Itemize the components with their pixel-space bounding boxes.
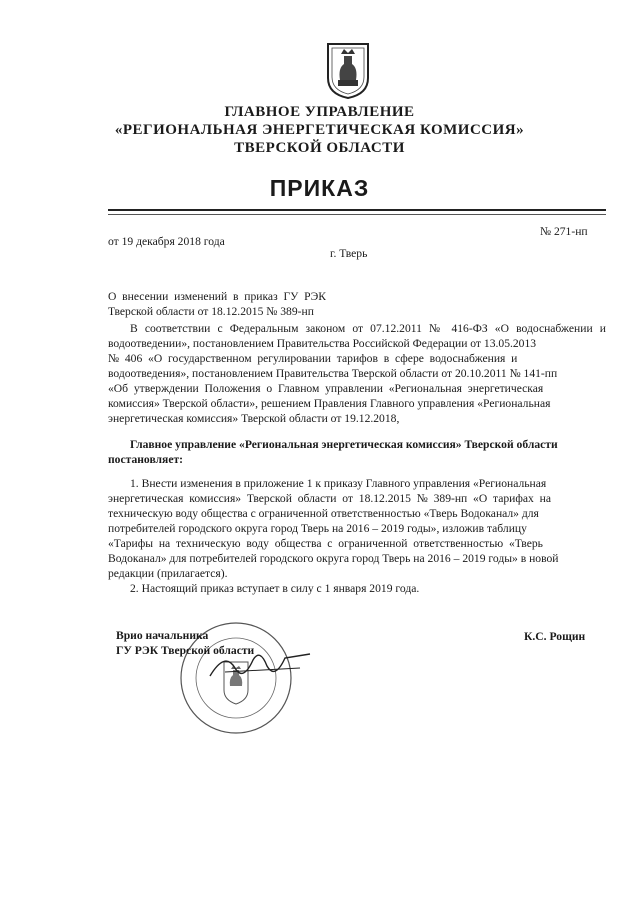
org-name-line1: ГЛАВНОЕ УПРАВЛЕНИЕ (224, 104, 415, 120)
coat-of-arms-icon (324, 40, 372, 100)
preamble-line: водоотведении», постановлением Правительства Российской Федерации от 13.05.2013 (108, 337, 537, 350)
item-line: редакции (прилагается). (108, 567, 228, 580)
subject-line2: Тверской области от 18.12.2015 № 389-нп (108, 305, 314, 318)
document-number: № 271-нп (540, 225, 588, 238)
preamble-line: «Об утверждении Положения о Главном управлении «Региональная энергетическая (108, 382, 544, 395)
item-line: техническую воду общества с ограниченной ответственностью «Тверь Водоканал» для (108, 507, 539, 520)
subject-line1: О внесении изменений в приказ ГУ РЭК (108, 290, 326, 303)
decree-verb: постановляет: (108, 453, 184, 466)
document-title: ПРИКАЗ (269, 175, 370, 201)
signatory-position-line1: Врио начальника (116, 629, 209, 642)
document-city: г. Тверь (330, 247, 368, 260)
header-rule-thin (108, 214, 606, 215)
item-line: энергетическая комиссия» Тверской области от 18.12.2015 № 389-нп «О тарифах на (108, 492, 551, 505)
decree-line: Главное управление «Региональная энергетическая комиссия» Тверской области (130, 438, 558, 451)
item-line: 1. Внести изменения в приложение 1 к приказу Главного управления «Региональная (130, 477, 547, 490)
item-line: 2. Настоящий приказ вступает в силу с 1 января 2019 года. (130, 582, 420, 595)
signatory-position-line2: ГУ РЭК Тверской области (116, 644, 255, 657)
org-name-line3: ТВЕРСКОЙ ОБЛАСТИ (234, 140, 405, 156)
signatory-name: К.С. Рощин (524, 630, 586, 643)
document-date: от 19 декабря 2018 года (108, 235, 225, 248)
preamble-line: В соответствии с Федеральным законом от 07.12.2011 № 416-ФЗ «О водоснабжении и (130, 322, 606, 335)
item-line: «Тарифы на техническую воду общества с ограниченной ответственностью «Тверь (108, 537, 543, 550)
preamble-line: энергетическая комиссия» Тверской области от 19.12.2018, (108, 412, 400, 425)
preamble-line: водоотведения», постановлением Правительства Тверской области от 20.10.2011 № 141-пп (108, 367, 558, 380)
item-line: Водоканал» для потребителей городского округа город Тверь на 2016 – 2019 годы» в новой (108, 552, 559, 565)
preamble-line: № 406 «О государственном регулировании тарифов в сфере водоснабжения и (108, 352, 518, 365)
org-name-line2: «РЕГИОНАЛЬНАЯ ЭНЕРГЕТИЧЕСКАЯ КОМИССИЯ» (114, 122, 525, 138)
preamble-line: комиссия» Тверской области», решением Правления Главного управления «Региональная (108, 397, 551, 410)
header-rule (108, 209, 606, 211)
item-line: потребителей городского округа город Тверь на 2016 – 2019 годы», изложив таблицу (108, 522, 527, 535)
